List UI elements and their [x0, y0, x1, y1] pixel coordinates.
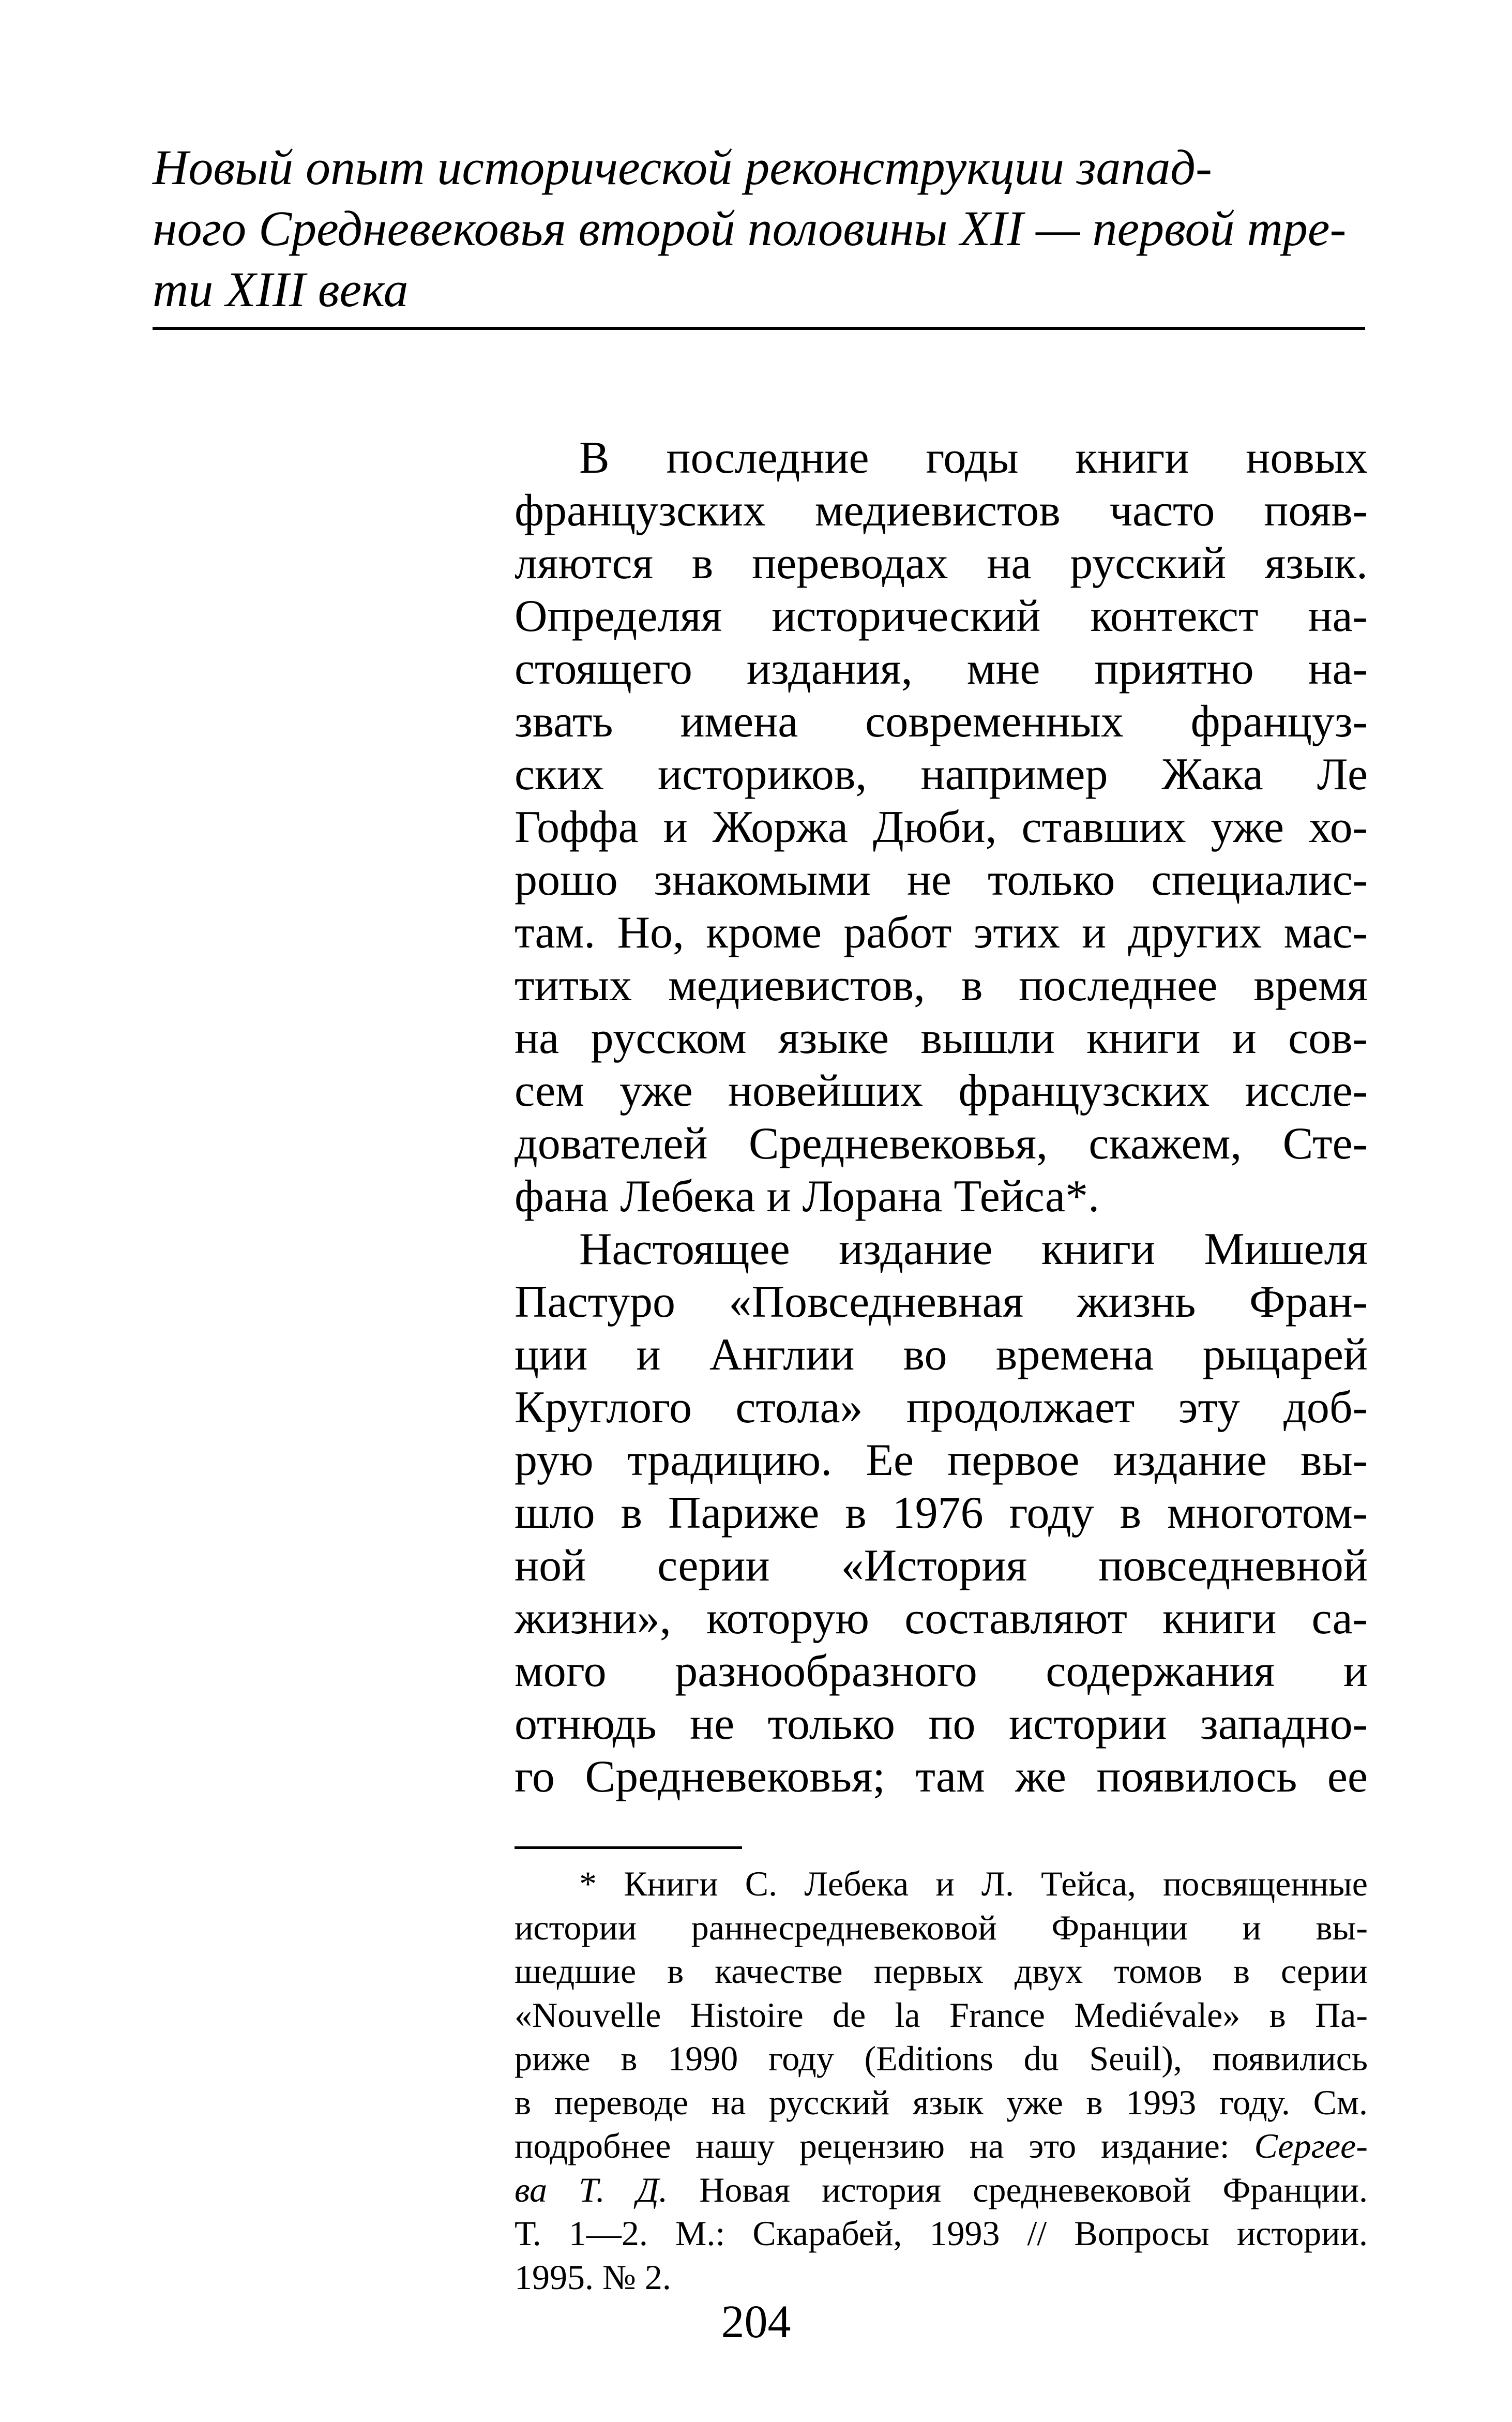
footnote-text: Новая история средневековой Франции. [668, 2170, 1368, 2209]
text-line: ной серии «История повседневной [515, 1541, 1368, 1591]
footnote-line: истории раннесредневековой Франции и вы- [515, 1907, 1368, 1947]
running-head [153, 137, 1368, 320]
text-line: там. Но, кроме работ этих и других мас- [515, 908, 1368, 958]
text-line: титых медиевистов, в последнее время [515, 960, 1368, 1011]
text-line: французских медиевистов часто появ- [515, 486, 1368, 536]
footnote-line: 1995. № 2. [515, 2257, 671, 2297]
footnote-line: риже в 1990 году (Editions du Seuil), появились [515, 2039, 1368, 2078]
running-head-line: ного Средневековья второй половины XII — первой тре- [153, 201, 1347, 256]
footnote-line [515, 2124, 1368, 2168]
footnote-line: Т. 1—2. М.: Скарабей, 1993 // Вопросы истории. [515, 2214, 1368, 2253]
footnote-line: шедшие в качестве первых двух томов в серии [515, 1951, 1368, 1991]
paragraph-2 [515, 1223, 1368, 1803]
footnote-author-name: Сергее- [1254, 2126, 1368, 2165]
text-line: сем уже новейших французских иссле- [515, 1066, 1368, 1116]
text-line: шло в Париже в 1976 году в многотом- [515, 1488, 1368, 1538]
text-line: ских историков, например Жака Ле [515, 749, 1368, 800]
text-line: рую традицию. Ее первое издание вы- [515, 1435, 1368, 1485]
text-line: ляются в переводах на русский язык. [515, 538, 1368, 589]
text-line: Настоящее издание книги Мишеля [579, 1224, 1368, 1274]
text-line: Определяя исторический контекст на- [515, 591, 1368, 641]
text-line: го Средневековья; там же появилось ее [515, 1752, 1368, 1802]
footnote [515, 1862, 1368, 2299]
footnote-text: подробнее нашу рецензию на это издание: [515, 2126, 1254, 2165]
paragraph-1 [515, 432, 1368, 1223]
text-line: фана Лебека и Лорана Тейса*. [515, 1171, 1100, 1222]
text-line: дователей Средневековья, скажем, Сте- [515, 1119, 1368, 1169]
text-line: рошо знакомыми не только специалис- [515, 855, 1368, 905]
text-line: жизни», которую составляют книги са- [515, 1593, 1368, 1644]
page-number: 204 [721, 2296, 791, 2348]
footnote-line [515, 2168, 1368, 2212]
footnote-line: «Nouvelle Histoire de la France Mediévale» в Па- [515, 1995, 1368, 2035]
text-line: на русском языке вышли книги и сов- [515, 1013, 1368, 1063]
text-line: Круглого стола» продолжает эту доб- [515, 1382, 1368, 1433]
footnote-rule [515, 1846, 742, 1849]
running-head-line: ти XIII века [153, 262, 409, 317]
text-line: стоящего издания, мне приятно на- [515, 644, 1368, 694]
text-line: звать имена современных француз- [515, 697, 1368, 747]
running-head-line: Новый опыт исторической реконструкции запад- [153, 140, 1212, 195]
text-line: Пастуро «Повседневная жизнь Фран- [515, 1277, 1368, 1327]
footnote-line: в переводе на русский язык уже в 1993 году. См. [515, 2082, 1368, 2122]
header-rule [153, 327, 1365, 330]
text-line: отнюдь не только по истории западно- [515, 1699, 1368, 1749]
text-line: Гоффа и Жоржа Дюби, ставших уже хо- [515, 802, 1368, 852]
text-line: мого разнообразного содержания и [515, 1646, 1368, 1696]
footnote-line: * Книги С. Лебека и Л. Тейса, посвященные [579, 1864, 1368, 1903]
footnote-author-name: ва Т. Д. [515, 2170, 668, 2209]
text-line: В последние годы книги новых [579, 433, 1368, 483]
text-line: ции и Англии во времена рыцарей [515, 1330, 1368, 1380]
